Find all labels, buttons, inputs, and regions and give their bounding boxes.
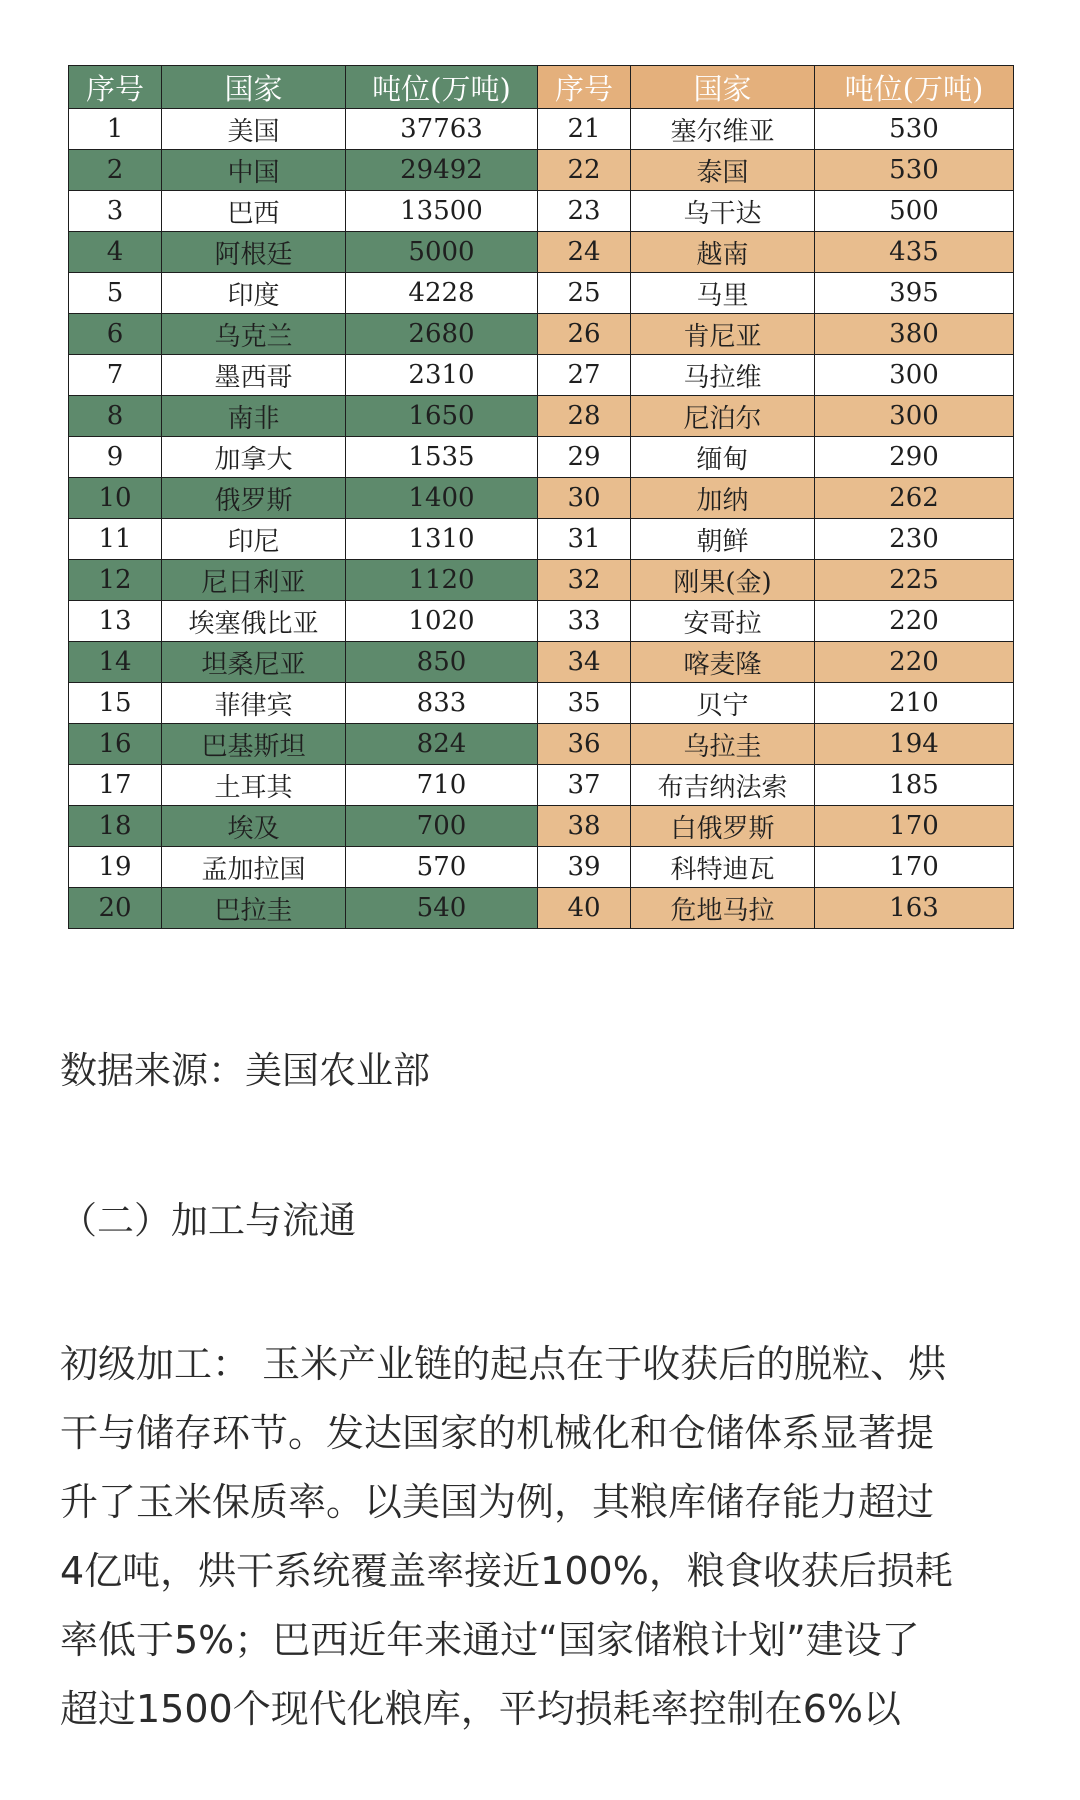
table-row bbox=[69, 109, 1014, 150]
tonnage-cell: 300 bbox=[815, 355, 1014, 396]
rank-cell: 7 bbox=[69, 355, 162, 396]
rank-cell: 24 bbox=[538, 232, 631, 273]
tonnage-cell: 380 bbox=[815, 314, 1014, 355]
tonnage-cell: 225 bbox=[815, 560, 1014, 601]
table-row bbox=[69, 232, 1014, 273]
table-row bbox=[69, 314, 1014, 355]
country-cell: 孟加拉国 bbox=[162, 847, 346, 888]
country-cell: 布吉纳法索 bbox=[631, 765, 815, 806]
country-cell: 埃及 bbox=[162, 806, 346, 847]
rank-cell: 22 bbox=[538, 150, 631, 191]
country-cell: 白俄罗斯 bbox=[631, 806, 815, 847]
rank-cell: 6 bbox=[69, 314, 162, 355]
country-cell: 马里 bbox=[631, 273, 815, 314]
paragraph-line: 初级加工： 玉米产业链的起点在于收获后的脱粒、烘 bbox=[60, 1342, 947, 1386]
rank-cell: 2 bbox=[69, 150, 162, 191]
header-tonnage-left: 吨位(万吨) bbox=[346, 66, 538, 109]
country-cell: 刚果(金) bbox=[631, 560, 815, 601]
rank-cell: 16 bbox=[69, 724, 162, 765]
tonnage-cell: 4228 bbox=[346, 273, 538, 314]
rank-cell: 4 bbox=[69, 232, 162, 273]
table-row bbox=[69, 273, 1014, 314]
tonnage-cell: 290 bbox=[815, 437, 1014, 478]
tonnage-cell: 500 bbox=[815, 191, 1014, 232]
country-cell: 埃塞俄比亚 bbox=[162, 601, 346, 642]
country-cell: 喀麦隆 bbox=[631, 642, 815, 683]
paragraph-line: 升了玉米保质率。以美国为例，其粮库储存能力超过 bbox=[60, 1480, 935, 1524]
rank-cell: 33 bbox=[538, 601, 631, 642]
tonnage-cell: 220 bbox=[815, 601, 1014, 642]
rank-cell: 17 bbox=[69, 765, 162, 806]
country-cell: 乌拉圭 bbox=[631, 724, 815, 765]
table-row bbox=[69, 355, 1014, 396]
rank-cell: 27 bbox=[538, 355, 631, 396]
rank-cell: 31 bbox=[538, 519, 631, 560]
table-row bbox=[69, 765, 1014, 806]
country-cell: 坦桑尼亚 bbox=[162, 642, 346, 683]
country-cell: 马拉维 bbox=[631, 355, 815, 396]
country-cell: 菲律宾 bbox=[162, 683, 346, 724]
rank-cell: 13 bbox=[69, 601, 162, 642]
country-cell: 南非 bbox=[162, 396, 346, 437]
rank-cell: 38 bbox=[538, 806, 631, 847]
tonnage-cell: 163 bbox=[815, 888, 1014, 929]
rank-cell: 37 bbox=[538, 765, 631, 806]
tonnage-cell: 2310 bbox=[346, 355, 538, 396]
rank-cell: 14 bbox=[69, 642, 162, 683]
tonnage-cell: 13500 bbox=[346, 191, 538, 232]
rank-cell: 35 bbox=[538, 683, 631, 724]
table-body bbox=[69, 109, 1014, 929]
tonnage-cell: 194 bbox=[815, 724, 1014, 765]
country-cell: 科特迪瓦 bbox=[631, 847, 815, 888]
tonnage-cell: 1120 bbox=[346, 560, 538, 601]
tonnage-cell: 833 bbox=[346, 683, 538, 724]
paragraph-line: 4亿吨，烘干系统覆盖率接近100%，粮食收获后损耗 bbox=[60, 1549, 953, 1593]
country-cell: 俄罗斯 bbox=[162, 478, 346, 519]
tonnage-cell: 29492 bbox=[346, 150, 538, 191]
table-row bbox=[69, 601, 1014, 642]
tonnage-cell: 1650 bbox=[346, 396, 538, 437]
country-cell: 土耳其 bbox=[162, 765, 346, 806]
header-rank-left: 序号 bbox=[69, 66, 162, 109]
tonnage-cell: 262 bbox=[815, 478, 1014, 519]
tonnage-cell: 850 bbox=[346, 642, 538, 683]
rank-cell: 3 bbox=[69, 191, 162, 232]
tonnage-cell: 700 bbox=[346, 806, 538, 847]
country-cell: 乌干达 bbox=[631, 191, 815, 232]
table-row bbox=[69, 806, 1014, 847]
country-cell: 阿根廷 bbox=[162, 232, 346, 273]
paragraph-line: 超过1500个现代化粮库，平均损耗率控制在6%以 bbox=[60, 1687, 901, 1731]
tonnage-cell: 220 bbox=[815, 642, 1014, 683]
country-cell: 尼泊尔 bbox=[631, 396, 815, 437]
rank-cell: 5 bbox=[69, 273, 162, 314]
header-rank-right: 序号 bbox=[538, 66, 631, 109]
rank-cell: 11 bbox=[69, 519, 162, 560]
rank-cell: 28 bbox=[538, 396, 631, 437]
tonnage-cell: 210 bbox=[815, 683, 1014, 724]
rank-cell: 25 bbox=[538, 273, 631, 314]
country-cell: 巴西 bbox=[162, 191, 346, 232]
tonnage-cell: 37763 bbox=[346, 109, 538, 150]
tonnage-cell: 395 bbox=[815, 273, 1014, 314]
rank-cell: 26 bbox=[538, 314, 631, 355]
country-cell: 加拿大 bbox=[162, 437, 346, 478]
country-cell: 墨西哥 bbox=[162, 355, 346, 396]
table-row bbox=[69, 888, 1014, 929]
paragraph-line: 率低于5%；巴西近年来通过“国家储粮计划”建设了 bbox=[60, 1618, 920, 1662]
corn-production-table bbox=[68, 65, 1014, 929]
tonnage-cell: 185 bbox=[815, 765, 1014, 806]
header-country-left: 国家 bbox=[162, 66, 346, 109]
rank-cell: 29 bbox=[538, 437, 631, 478]
section-title: （二）加工与流通 bbox=[60, 1199, 356, 1242]
rank-cell: 10 bbox=[69, 478, 162, 519]
country-cell: 印度 bbox=[162, 273, 346, 314]
paragraph-line: 干与储存环节。发达国家的机械化和仓储体系显著提 bbox=[60, 1411, 935, 1455]
country-cell: 乌克兰 bbox=[162, 314, 346, 355]
country-cell: 塞尔维亚 bbox=[631, 109, 815, 150]
rank-cell: 9 bbox=[69, 437, 162, 478]
table-row bbox=[69, 847, 1014, 888]
rank-cell: 23 bbox=[538, 191, 631, 232]
tonnage-cell: 2680 bbox=[346, 314, 538, 355]
rank-cell: 12 bbox=[69, 560, 162, 601]
rank-cell: 20 bbox=[69, 888, 162, 929]
tonnage-cell: 230 bbox=[815, 519, 1014, 560]
table-row bbox=[69, 396, 1014, 437]
country-cell: 美国 bbox=[162, 109, 346, 150]
rank-cell: 15 bbox=[69, 683, 162, 724]
tonnage-cell: 170 bbox=[815, 847, 1014, 888]
rank-cell: 19 bbox=[69, 847, 162, 888]
country-cell: 中国 bbox=[162, 150, 346, 191]
country-cell: 加纳 bbox=[631, 478, 815, 519]
table-row bbox=[69, 683, 1014, 724]
country-cell: 印尼 bbox=[162, 519, 346, 560]
country-cell: 肯尼亚 bbox=[631, 314, 815, 355]
table-row bbox=[69, 642, 1014, 683]
data-source-note: 数据来源：美国农业部 bbox=[60, 1049, 430, 1092]
header-country-right: 国家 bbox=[631, 66, 815, 109]
rank-cell: 1 bbox=[69, 109, 162, 150]
tonnage-cell: 1535 bbox=[346, 437, 538, 478]
table-row bbox=[69, 191, 1014, 232]
country-cell: 贝宁 bbox=[631, 683, 815, 724]
country-cell: 越南 bbox=[631, 232, 815, 273]
country-cell: 安哥拉 bbox=[631, 601, 815, 642]
country-cell: 朝鲜 bbox=[631, 519, 815, 560]
tonnage-cell: 824 bbox=[346, 724, 538, 765]
rank-cell: 39 bbox=[538, 847, 631, 888]
rank-cell: 32 bbox=[538, 560, 631, 601]
country-cell: 巴拉圭 bbox=[162, 888, 346, 929]
country-cell: 危地马拉 bbox=[631, 888, 815, 929]
tonnage-cell: 1400 bbox=[346, 478, 538, 519]
rank-cell: 34 bbox=[538, 642, 631, 683]
country-cell: 巴基斯坦 bbox=[162, 724, 346, 765]
rank-cell: 8 bbox=[69, 396, 162, 437]
rank-cell: 21 bbox=[538, 109, 631, 150]
table-header-row bbox=[69, 66, 1014, 109]
rank-cell: 40 bbox=[538, 888, 631, 929]
header-tonnage-right: 吨位(万吨) bbox=[815, 66, 1014, 109]
table-row bbox=[69, 150, 1014, 191]
tonnage-cell: 570 bbox=[346, 847, 538, 888]
country-cell: 尼日利亚 bbox=[162, 560, 346, 601]
rank-cell: 30 bbox=[538, 478, 631, 519]
tonnage-cell: 170 bbox=[815, 806, 1014, 847]
rank-cell: 36 bbox=[538, 724, 631, 765]
table-row bbox=[69, 437, 1014, 478]
country-cell: 泰国 bbox=[631, 150, 815, 191]
tonnage-cell: 1310 bbox=[346, 519, 538, 560]
tonnage-cell: 530 bbox=[815, 150, 1014, 191]
tonnage-cell: 5000 bbox=[346, 232, 538, 273]
country-cell: 缅甸 bbox=[631, 437, 815, 478]
body-paragraph bbox=[60, 1330, 1020, 1744]
tonnage-cell: 540 bbox=[346, 888, 538, 929]
table-row bbox=[69, 724, 1014, 765]
table-row bbox=[69, 560, 1014, 601]
tonnage-cell: 300 bbox=[815, 396, 1014, 437]
table-row bbox=[69, 519, 1014, 560]
rank-cell: 18 bbox=[69, 806, 162, 847]
tonnage-cell: 1020 bbox=[346, 601, 538, 642]
tonnage-cell: 435 bbox=[815, 232, 1014, 273]
tonnage-cell: 530 bbox=[815, 109, 1014, 150]
tonnage-cell: 710 bbox=[346, 765, 538, 806]
table-row bbox=[69, 478, 1014, 519]
